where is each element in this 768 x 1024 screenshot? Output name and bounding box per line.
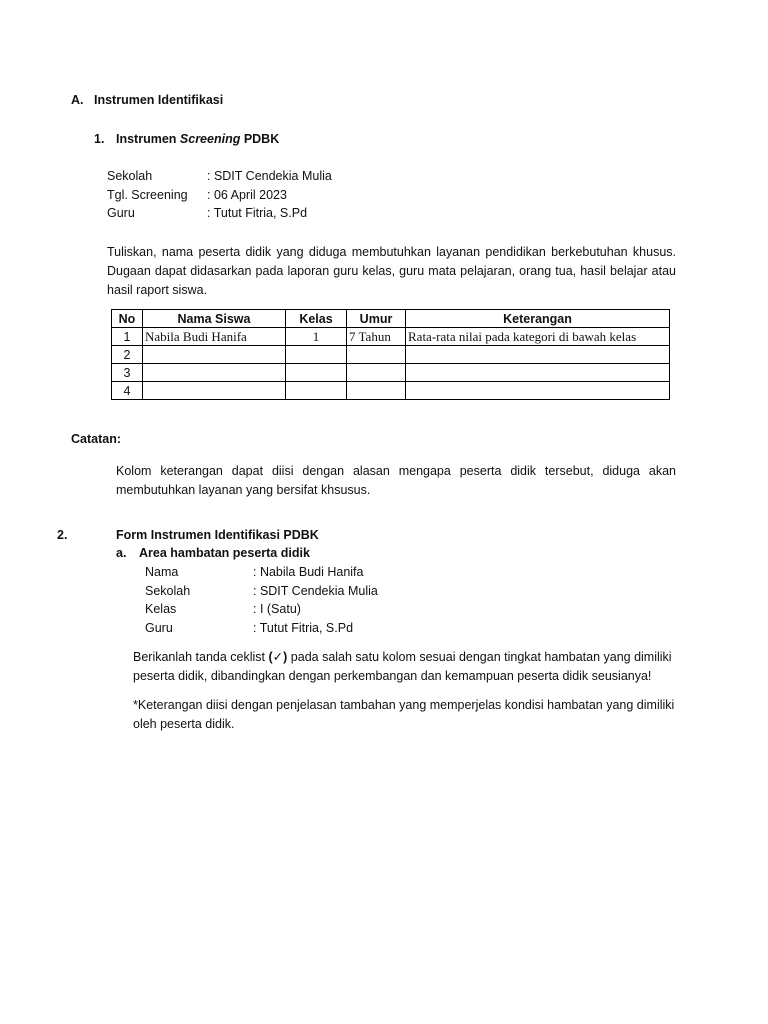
subsection-1-suffix: PDBK — [240, 132, 280, 146]
cell-keterangan — [406, 364, 670, 382]
subsection-a-title: Area hambatan peserta didik — [139, 546, 310, 560]
cell-keterangan — [406, 382, 670, 400]
cell-kelas — [286, 346, 347, 364]
cell-no: 3 — [112, 364, 143, 382]
table-row — [112, 328, 670, 346]
header-keterangan: Keterangan — [406, 310, 670, 328]
info1-label-tgl: Tgl. Screening — [107, 188, 188, 202]
cell-nama-siswa: Nabila Budi Hanifa — [143, 328, 286, 346]
catatan-title: Catatan: — [71, 432, 122, 446]
cell-umur — [347, 364, 406, 382]
cell-kelas — [286, 382, 347, 400]
cell-umur: 7 Tahun — [347, 328, 406, 346]
info2-value-guru: : Tutut Fitria, S.Pd — [253, 621, 354, 635]
table-row — [112, 364, 670, 382]
cell-nama-siswa — [143, 364, 286, 382]
subsection-1-italic: Screening — [179, 132, 241, 146]
catatan-text: Kolom keterangan dapat diisi dengan alasan mengapa peserta didik tersebut, diduga akan membutuhkan layanan yang bersifat khsusus. — [116, 464, 676, 497]
table-header-row — [112, 310, 670, 328]
instruction-2-before: Berikanlah tanda ceklist — [133, 650, 269, 664]
header-umur: Umur — [347, 310, 406, 328]
checkmark-icon: (✓) — [268, 650, 288, 664]
info1-label-guru: Guru — [107, 206, 135, 220]
cell-umur — [347, 346, 406, 364]
header-nama-siswa: Nama Siswa — [143, 310, 286, 328]
section-2-number: 2. — [57, 528, 68, 542]
section-a-letter: A. — [71, 93, 84, 107]
instruction-paragraph-1: Tuliskan, nama peserta didik yang diduga membutuhkan layanan pendidikan berkebutuhan khusus. Dugaan dapat didasarkan pada laporan guru kelas, guru mata pelajaran, orang tua, hasil belajar atau hasil raport siswa. — [107, 245, 676, 297]
cell-keterangan: Rata-rata nilai pada kategori di bawah kelas — [406, 328, 670, 346]
subsection-1-prefix: Instrumen — [116, 132, 180, 146]
cell-keterangan — [406, 346, 670, 364]
info2-label-kelas: Kelas — [145, 602, 177, 616]
student-table — [111, 309, 670, 400]
info1-value-guru: : Tutut Fitria, S.Pd — [207, 206, 308, 220]
cell-nama-siswa — [143, 346, 286, 364]
section-2-title: Form Instrumen Identifikasi PDBK — [116, 528, 319, 542]
instruction-2-after: pada salah satu kolom sesuai dengan tingkat hambatan yang dimiliki peserta didik, dibandingkan dengan perkembangan dan kemampuan peserta didik seusianya! — [133, 650, 672, 683]
table-row — [112, 382, 670, 400]
subsection-a-letter: a. — [116, 546, 127, 560]
table-row — [112, 346, 670, 364]
subsection-1-title — [116, 132, 279, 146]
info2-value-sekolah: : SDIT Cendekia Mulia — [253, 584, 378, 598]
cell-nama-siswa — [143, 382, 286, 400]
subsection-1-number: 1. — [94, 132, 105, 146]
header-kelas: Kelas — [286, 310, 347, 328]
cell-kelas: 1 — [286, 328, 347, 346]
info2-label-sekolah: Sekolah — [145, 584, 191, 598]
header-no: No — [112, 310, 143, 328]
info2-label-nama: Nama — [145, 565, 179, 579]
info1-label-sekolah: Sekolah — [107, 169, 153, 183]
section-a-title: Instrumen Identifikasi — [94, 93, 224, 107]
info2-value-kelas: : I (Satu) — [253, 602, 301, 616]
info1-value-tgl: : 06 April 2023 — [207, 188, 287, 202]
cell-umur — [347, 382, 406, 400]
note-paragraph-2: *Keterangan diisi dengan penjelasan tambahan yang memperjelas kondisi hambatan yang dimiliki oleh peserta didik. — [133, 698, 675, 731]
cell-no: 1 — [112, 328, 143, 346]
instruction-paragraph-2 — [133, 648, 678, 686]
cell-kelas — [286, 364, 347, 382]
info2-label-guru: Guru — [145, 621, 173, 635]
info2-value-nama: : Nabila Budi Hanifa — [253, 565, 364, 579]
info1-value-sekolah: : SDIT Cendekia Mulia — [207, 169, 332, 183]
cell-no: 4 — [112, 382, 143, 400]
cell-no: 2 — [112, 346, 143, 364]
